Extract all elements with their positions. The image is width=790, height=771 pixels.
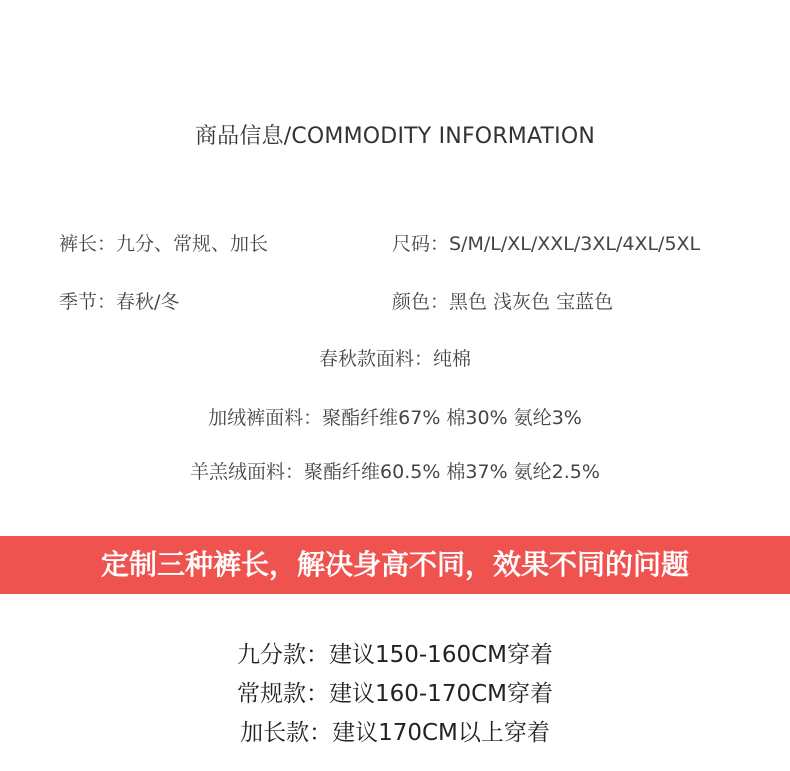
spec-fleece-fabric: 加绒裤面料：聚酯纤维67% 棉30% 氨纶3% [208, 407, 582, 429]
feature-banner [0, 536, 790, 594]
length-item-regular: 常规款：建议160-170CM穿着 [236, 681, 553, 707]
spec-season: 季节：春秋/冬 [59, 291, 180, 313]
length-recommendations [0, 636, 790, 753]
spec-color: 颜色：黑色 浅灰色 宝蓝色 [392, 291, 614, 313]
length-item-long: 加长款：建议170CM以上穿着 [240, 720, 550, 746]
spec-lambswool-fabric: 羊羔绒面料：聚酯纤维60.5% 棉37% 氨纶2.5% [190, 461, 600, 483]
spec-spring-fabric: 春秋款面料：纯棉 [318, 348, 471, 370]
spec-length: 裤长：九分、常规、加长 [59, 233, 269, 255]
section-title: 商品信息/COMMODITY INFORMATION [194, 124, 596, 149]
banner-text: 定制三种裤长，解决身高不同，效果不同的问题 [100, 548, 689, 581]
spec-size: 尺码：S/M/L/XL/XXL/3XL/4XL/5XL [392, 233, 701, 255]
length-item-ninth: 九分款：建议150-160CM穿着 [236, 642, 553, 668]
